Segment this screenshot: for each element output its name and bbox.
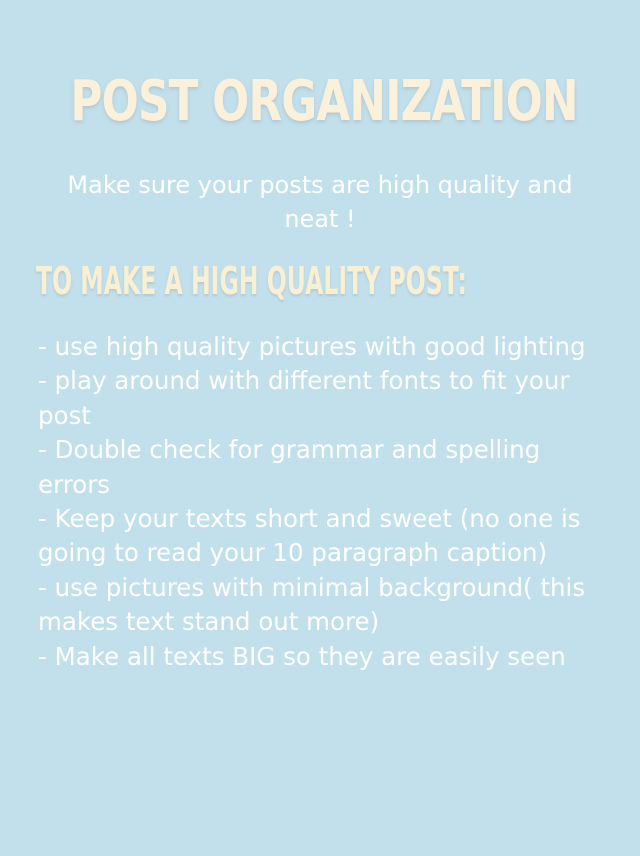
tip-item: - use high quality pictures with good lighting bbox=[38, 332, 586, 361]
tip-item: - play around with different fonts to fit your post bbox=[38, 366, 570, 430]
tip-item: - use pictures with minimal background( this makes text stand out more) bbox=[38, 572, 586, 637]
tip-item: - Make all texts BIG so they are easily seen bbox=[38, 641, 566, 671]
tips-list bbox=[38, 330, 608, 674]
subtitle: Make sure your posts are high quality and neat ! bbox=[67, 171, 573, 233]
tip-item: - Keep your texts short and sweet (no one is going to read your 10 paragraph caption) bbox=[38, 504, 581, 568]
page-title: POST ORGANIZATION bbox=[70, 69, 578, 134]
section-heading: TO MAKE A HIGH QUALITY POST: bbox=[36, 259, 467, 303]
tip-item: - Double check for grammar and spelling errors bbox=[38, 435, 541, 499]
